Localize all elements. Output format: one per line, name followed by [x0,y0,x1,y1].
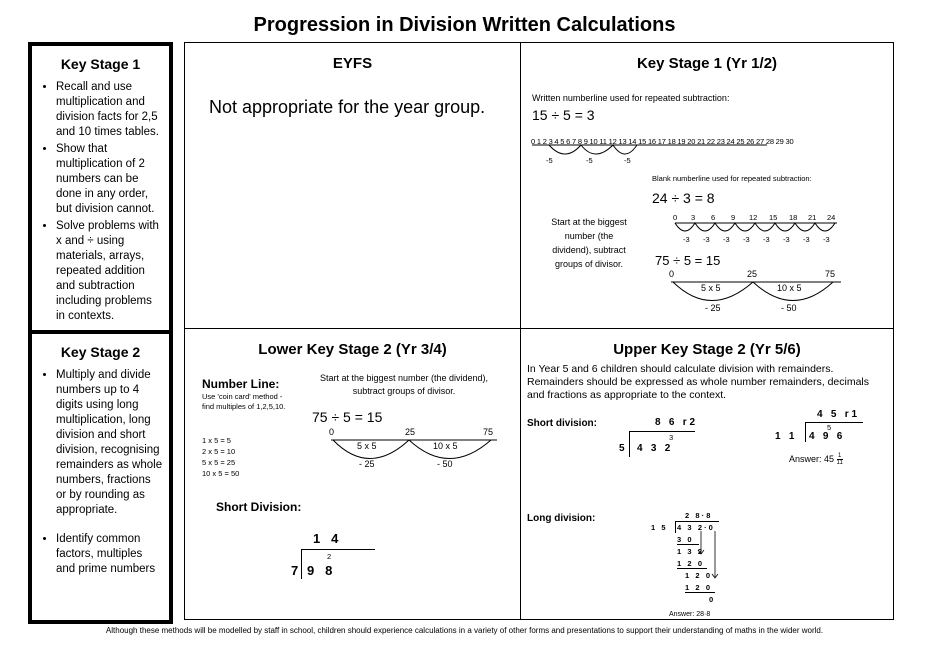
fact: 10 x 5 = 50 [202,469,240,478]
division-bracket [805,422,806,442]
jump-arc [675,223,835,231]
subtract-label: - 50 [781,303,797,313]
division-bar [629,431,695,432]
working-row: 0 [709,595,714,604]
eyfs-text: Not appropriate for the year group. [209,97,486,117]
tick-label: 75 [825,269,836,279]
equation-75-div-5: 75 ÷ 5 = 15 [655,253,721,268]
quotient: 2 8 · 8 [685,511,711,520]
long-division-answer: Answer: 28·8 [669,611,711,618]
tick-label: 0 [673,213,678,222]
jump-label: -3 [723,235,730,244]
dividend: 4 3 2 · 0 [677,523,713,532]
ks1-heading: Key Stage 1 [60,56,141,72]
short-division-432-by-5 [617,415,707,459]
lks2-cell [184,328,521,620]
ks1-methods-cell [520,42,894,329]
ks2-heading: Key Stage 2 [60,344,141,360]
jump-label: 10 x 5 [777,283,802,293]
fraction-numerator: 1 [837,453,842,459]
start-biggest-note: Start at the biggest number (the dividend), subtract groups of divisor. [551,217,627,269]
jump-label: -3 [803,235,810,244]
jump-label: -3 [783,235,790,244]
page-title: Progression in Division Written Calculations [253,14,676,36]
jump-arc [581,145,613,154]
numberline-75-arcs [329,437,499,465]
dividend: 4 3 2 [637,443,671,454]
short-division-496-by-11 [773,409,873,471]
ks2-objectives-list [32,368,169,577]
subtract-label: - 25 [359,459,375,469]
answer-text: Answer: 45 [789,453,835,464]
fact: 1 x 5 = 5 [202,436,231,445]
fraction [837,453,843,466]
working-row: 1 2 0 [685,583,711,592]
tick-label: 6 [711,213,716,222]
ks1-objectives-list [32,80,169,324]
subtract-label: - 50 [437,459,453,469]
quotient: 1 4 [313,531,339,546]
jump-label: -3 [823,235,830,244]
ks2-objective: • Identify common factors, multiples and prime numbers [56,532,163,577]
fraction-denominator: 11 [836,460,843,466]
numberline-75-arcs [669,279,843,307]
ks2-objectives-box [28,330,173,624]
number-line-label: Number Line: [202,377,280,391]
blank-numberline-label: Blank numberline used for repeated subtraction: [652,174,812,183]
bring-down-arrows [649,509,729,609]
tick-label: 3 [691,213,696,222]
fact: 2 x 5 = 10 [202,447,236,456]
fact: 5 x 5 = 25 [202,458,236,467]
ks1-objective: • Solve problems with x and ÷ using materials, arrays, repeated addition and subtraction including problems in contexts. [56,219,163,324]
uks2-intro: In Year 5 and 6 children should calculate division with remainders. Remainders should be expressed as whole number remainders, decimals and fractions as appropriate to the context. [527,363,870,401]
jump-label: -5 [586,156,593,165]
divisor: 1 1 [775,431,795,442]
short-division-label: Short Division: [216,500,302,514]
multiples-list [202,435,239,479]
tick-label: 24 [827,213,836,222]
tick-label: 0 [669,269,675,279]
tick-label: 12 [749,213,758,222]
working-row: 3 0 [677,535,692,544]
working-row: 1 3 2 [677,547,703,556]
tick-label: 25 [405,427,416,437]
jump-label: -3 [743,235,750,244]
jump-label: 10 x 5 [433,441,458,451]
eyfs-cell [184,42,521,329]
tick-label: 15 [769,213,778,222]
long-division-432-by-15 [649,509,729,621]
divisor: 1 5 [651,523,666,532]
uks2-heading: Upper Key Stage 2 (Yr 5/6) [613,341,801,358]
uks2-cell [520,328,894,620]
blank-numberline-24 [673,213,841,243]
footer-note: Although these methods will be modelled by staff in school, children should experience calculations in a variety of other forms and presentations to support their understanding of maths in the wider world. [105,626,824,635]
short-division-label: Short division: [527,418,597,429]
written-numberline-label: Written numberline used for repeated subtraction: [532,93,730,103]
working-row: 1 2 0 [685,571,711,580]
tick-label: 0 [329,427,335,437]
equation-24-div-3: 24 ÷ 3 = 8 [652,190,715,206]
eyfs-heading: EYFS [332,55,373,72]
coin-card-note: Use 'coin card' method - find multiples of 1,2,5,10. [202,392,286,411]
numberline-75 [329,427,499,473]
blank-line-arcs [673,221,839,239]
divisor: 7 [291,563,299,578]
jump-label: 5 x 5 [701,283,721,293]
ks1-objectives-box [28,42,173,332]
equation-15-div-5: 15 ÷ 5 = 3 [532,107,595,123]
jump-arc [613,145,637,154]
divisor: 5 [619,443,625,454]
answer-45-remainder [789,453,843,466]
carry-digit: 2 [327,552,332,561]
division-bracket [301,549,302,579]
jump-label: -3 [683,235,690,244]
division-bar [805,422,863,423]
ks1-objective: • Recall and use multiplication and division facts for 2,5 and 10 times tables. [56,80,163,140]
division-bar [301,549,375,550]
jump-label: 5 x 5 [357,441,377,451]
jump-label: -3 [703,235,710,244]
jump-label: -5 [546,156,553,165]
short-division-98-by-7 [285,529,375,581]
dividend: 4 9 6 [809,431,843,442]
carry-digit: 5 [827,423,832,432]
subtract-label: - 25 [705,303,721,313]
ks2-objective: • Multiply and divide numbers up to 4 digits using long multiplication, long division and short division, recognising remainders as whole numbers, fractions or by rounding as appropriate. [56,368,163,518]
jump-label: -5 [624,156,631,165]
quotient: 4 5 r 1 [817,409,858,420]
equation-75-div-5: 75 ÷ 5 = 15 [312,409,383,425]
tick-label: 18 [789,213,798,222]
ks1-methods-heading: Key Stage 1 (Yr 1/2) [636,55,778,72]
quotient: 8 6 r 2 [655,417,696,428]
division-bracket [629,431,630,457]
numberline-0-30 [529,133,779,171]
numberline-0-30-labels: 0 1 2 3 4 5 6 7 8 9 10 11 12 13 14 15 16 17 18 19 20 21 22 23 24 25 26 27 28 29 30 [531,137,794,146]
long-division-label: Long division: [527,513,596,524]
tick-label: 75 [483,427,494,437]
jump-arc [549,145,581,154]
dividend: 9 8 [307,563,333,578]
carry-digit: 3 [669,433,674,442]
numberline-75 [669,269,843,315]
tick-label: 9 [731,213,736,222]
start-biggest-note: Start at the biggest number (the dividend), subtract groups of divisor. [319,373,489,396]
lks2-heading: Lower Key Stage 2 (Yr 3/4) [258,341,447,358]
working-row: 1 2 0 [677,559,703,568]
ks1-objective: • Show that multiplication of 2 numbers can be done in any order, but division cannot. [56,142,163,217]
jump-label: -3 [763,235,770,244]
tick-label: 21 [808,213,817,222]
tick-label: 25 [747,269,758,279]
